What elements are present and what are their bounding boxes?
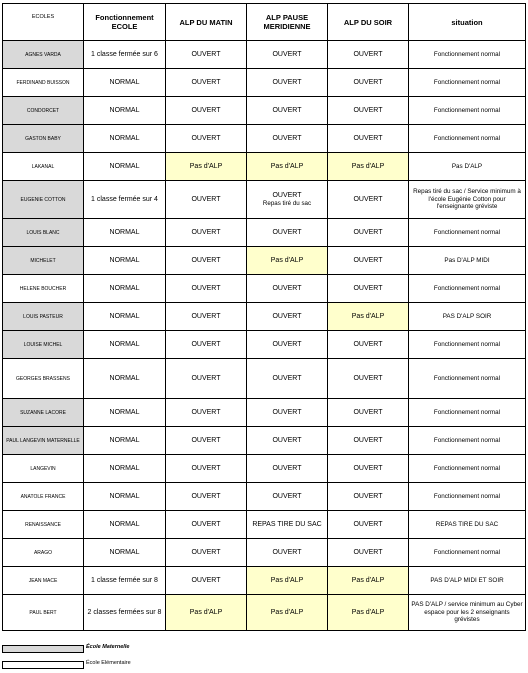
fonctionnement-cell: NORMAL — [84, 303, 166, 331]
fonctionnement-cell: NORMAL — [84, 511, 166, 539]
alp-matin-cell: OUVERT — [166, 483, 247, 511]
alp-meridienne-cell — [247, 275, 328, 303]
alp-meridienne-cell — [247, 153, 328, 181]
school-name-cell: RENAISSANCE — [3, 511, 84, 539]
alp-meridienne-cell — [247, 125, 328, 153]
table-row — [3, 125, 526, 153]
header-alp-matin: ALP DU MATIN — [166, 4, 247, 41]
alp-matin-cell: OUVERT — [166, 247, 247, 275]
school-name-cell: ARAGO — [3, 539, 84, 567]
fonctionnement-cell: NORMAL — [84, 455, 166, 483]
situation-cell: Fonctionnement normal — [409, 97, 526, 125]
alp-meridienne-value: OUVERT — [272, 191, 302, 199]
fonctionnement-cell: NORMAL — [84, 359, 166, 399]
table-row — [3, 359, 526, 399]
alp-meridienne-cell — [247, 399, 328, 427]
alp-soir-cell: Pas d'ALP — [328, 567, 409, 595]
alp-meridienne-value: Pas d'ALP — [270, 576, 304, 584]
alp-soir-cell: OUVERT — [328, 483, 409, 511]
alp-meridienne-value: OUVERT — [272, 408, 302, 416]
situation-cell: Pas D'ALP MIDI — [409, 247, 526, 275]
header-alp-soir: ALP DU SOIR — [328, 4, 409, 41]
fonctionnement-cell: 1 classe fermée sur 6 — [84, 41, 166, 69]
situation-cell: Fonctionnement normal — [409, 69, 526, 97]
school-name-cell: AGNES VARDA — [3, 41, 84, 69]
alp-matin-cell: Pas d'ALP — [166, 153, 247, 181]
fonctionnement-cell: NORMAL — [84, 69, 166, 97]
alp-meridienne-value: REPAS TIRE DU SAC — [252, 520, 322, 528]
school-name-cell: SUZANNE LACORE — [3, 399, 84, 427]
legend-maternelle-swatch — [2, 645, 84, 653]
alp-matin-cell: OUVERT — [166, 219, 247, 247]
table-row — [3, 41, 526, 69]
alp-matin-cell: OUVERT — [166, 455, 247, 483]
table-row — [3, 153, 526, 181]
alp-meridienne-cell — [247, 331, 328, 359]
alp-soir-cell: OUVERT — [328, 247, 409, 275]
alp-soir-cell: OUVERT — [328, 275, 409, 303]
alp-meridienne-cell — [247, 567, 328, 595]
situation-cell: Fonctionnement normal — [409, 41, 526, 69]
table-row — [3, 511, 526, 539]
alp-meridienne-cell — [247, 483, 328, 511]
alp-matin-cell: OUVERT — [166, 97, 247, 125]
alp-matin-cell: OUVERT — [166, 539, 247, 567]
schools-table — [2, 3, 526, 631]
school-name-cell: GEORGES BRASSENS — [3, 359, 84, 399]
fonctionnement-cell: 2 classes fermées sur 8 — [84, 595, 166, 631]
school-name-cell: LOUIS PASTEUR — [3, 303, 84, 331]
table-row — [3, 303, 526, 331]
header-fonctionnement: Fonctionnement ECOLE — [84, 4, 166, 41]
table-row — [3, 69, 526, 97]
alp-soir-cell: OUVERT — [328, 427, 409, 455]
fonctionnement-cell: NORMAL — [84, 427, 166, 455]
alp-meridienne-value: OUVERT — [272, 228, 302, 236]
situation-cell: PAS D'ALP MIDI ET SOIR — [409, 567, 526, 595]
alp-soir-cell: OUVERT — [328, 125, 409, 153]
situation-cell: Fonctionnement normal — [409, 125, 526, 153]
school-name-cell: ANATOLE FRANCE — [3, 483, 84, 511]
alp-meridienne-value: OUVERT — [272, 436, 302, 444]
school-name-cell: FERDINAND BUISSON — [3, 69, 84, 97]
alp-soir-cell: OUVERT — [328, 219, 409, 247]
legend-maternelle-label: École Maternelle — [86, 644, 130, 650]
situation-cell: Fonctionnement normal — [409, 399, 526, 427]
situation-cell: PAS D'ALP / service minimum au Cyber espace pour les 2 enseignants grévistes — [409, 595, 526, 631]
alp-matin-cell: OUVERT — [166, 331, 247, 359]
alp-meridienne-cell — [247, 359, 328, 399]
school-name-cell: MICHELET — [3, 247, 84, 275]
fonctionnement-cell: NORMAL — [84, 331, 166, 359]
school-name-cell: JEAN MACE — [3, 567, 84, 595]
table-row — [3, 331, 526, 359]
alp-soir-cell: OUVERT — [328, 181, 409, 219]
alp-meridienne-cell — [247, 303, 328, 331]
alp-meridienne-value: OUVERT — [272, 374, 302, 382]
school-name-cell: GASTON BABY — [3, 125, 84, 153]
alp-soir-cell: OUVERT — [328, 511, 409, 539]
alp-meridienne-note: Repas tiré du sac — [262, 199, 312, 207]
school-name-cell: PAUL LANGEVIN MATERNELLE — [3, 427, 84, 455]
alp-meridienne-cell — [247, 97, 328, 125]
alp-meridienne-value: Pas d'ALP — [270, 162, 304, 170]
alp-meridienne-cell — [247, 539, 328, 567]
fonctionnement-cell: 1 classe fermée sur 8 — [84, 567, 166, 595]
table-row — [3, 181, 526, 219]
alp-meridienne-value: OUVERT — [272, 106, 302, 114]
alp-meridienne-cell — [247, 595, 328, 631]
alp-matin-cell: OUVERT — [166, 181, 247, 219]
table-row — [3, 247, 526, 275]
table-row — [3, 595, 526, 631]
alp-meridienne-value: OUVERT — [272, 78, 302, 86]
header-ecoles: ECOLES — [3, 4, 84, 41]
alp-matin-cell: OUVERT — [166, 69, 247, 97]
fonctionnement-cell: NORMAL — [84, 483, 166, 511]
situation-cell: Fonctionnement normal — [409, 219, 526, 247]
alp-matin-cell: Pas d'ALP — [166, 595, 247, 631]
alp-soir-cell: OUVERT — [328, 331, 409, 359]
situation-cell: REPAS TIRE DU SAC — [409, 511, 526, 539]
legend-elementaire-swatch — [2, 661, 84, 669]
alp-soir-cell: Pas d'ALP — [328, 153, 409, 181]
table-row — [3, 539, 526, 567]
situation-cell: Fonctionnement normal — [409, 455, 526, 483]
table-row — [3, 399, 526, 427]
table-row — [3, 483, 526, 511]
alp-matin-cell: OUVERT — [166, 275, 247, 303]
alp-meridienne-cell — [247, 247, 328, 275]
fonctionnement-cell: NORMAL — [84, 275, 166, 303]
alp-soir-cell: OUVERT — [328, 97, 409, 125]
alp-meridienne-value: OUVERT — [272, 312, 302, 320]
alp-meridienne-cell — [247, 41, 328, 69]
situation-cell: Fonctionnement normal — [409, 427, 526, 455]
fonctionnement-cell: NORMAL — [84, 153, 166, 181]
situation-cell: Pas D'ALP — [409, 153, 526, 181]
table-row — [3, 567, 526, 595]
situation-cell: Fonctionnement normal — [409, 331, 526, 359]
header-row — [3, 4, 526, 41]
alp-soir-cell: OUVERT — [328, 539, 409, 567]
alp-meridienne-cell — [247, 427, 328, 455]
alp-meridienne-value: OUVERT — [272, 464, 302, 472]
alp-matin-cell: OUVERT — [166, 511, 247, 539]
alp-meridienne-cell — [247, 181, 328, 219]
school-name-cell: EUGENIE COTTON — [3, 181, 84, 219]
alp-meridienne-value: OUVERT — [272, 340, 302, 348]
alp-matin-cell: OUVERT — [166, 359, 247, 399]
table-row — [3, 455, 526, 483]
legend-elementaire-label: École Elémentaire — [86, 660, 131, 666]
school-name-cell: LOUISE MICHEL — [3, 331, 84, 359]
situation-cell: Fonctionnement normal — [409, 275, 526, 303]
situation-cell: Fonctionnement normal — [409, 539, 526, 567]
school-name-cell: PAUL BERT — [3, 595, 84, 631]
fonctionnement-cell: NORMAL — [84, 247, 166, 275]
alp-soir-cell: OUVERT — [328, 359, 409, 399]
alp-meridienne-value: OUVERT — [272, 284, 302, 292]
fonctionnement-cell: NORMAL — [84, 399, 166, 427]
fonctionnement-cell: NORMAL — [84, 219, 166, 247]
table-row — [3, 97, 526, 125]
alp-matin-cell: OUVERT — [166, 41, 247, 69]
table-row — [3, 275, 526, 303]
alp-soir-cell: Pas d'ALP — [328, 303, 409, 331]
alp-soir-cell: OUVERT — [328, 455, 409, 483]
table-row — [3, 427, 526, 455]
alp-meridienne-value: Pas d'ALP — [270, 608, 304, 616]
situation-cell: PAS D'ALP SOIR — [409, 303, 526, 331]
school-name-cell: LANGEVIN — [3, 455, 84, 483]
alp-matin-cell: OUVERT — [166, 125, 247, 153]
school-name-cell: LAKANAL — [3, 153, 84, 181]
header-alp-meridienne: ALP PAUSE MERIDIENNE — [247, 4, 328, 41]
alp-meridienne-cell — [247, 511, 328, 539]
alp-matin-cell: OUVERT — [166, 399, 247, 427]
alp-meridienne-cell — [247, 219, 328, 247]
fonctionnement-cell: NORMAL — [84, 539, 166, 567]
alp-soir-cell: OUVERT — [328, 69, 409, 97]
alp-matin-cell: OUVERT — [166, 303, 247, 331]
alp-meridienne-value: OUVERT — [272, 492, 302, 500]
header-situation: situation — [409, 4, 526, 41]
fonctionnement-cell: 1 classe fermée sur 4 — [84, 181, 166, 219]
fonctionnement-cell: NORMAL — [84, 125, 166, 153]
school-name-cell: CONDORCET — [3, 97, 84, 125]
alp-meridienne-value: OUVERT — [272, 548, 302, 556]
school-name-cell: HELENE BOUCHER — [3, 275, 84, 303]
alp-meridienne-cell — [247, 69, 328, 97]
fonctionnement-cell: NORMAL — [84, 97, 166, 125]
situation-cell: Fonctionnement normal — [409, 359, 526, 399]
table-row — [3, 219, 526, 247]
alp-meridienne-value: OUVERT — [272, 134, 302, 142]
alp-meridienne-value: OUVERT — [272, 50, 302, 58]
situation-cell: Repas tiré du sac / Service minimum à l'école Eugénie Cotton pour l'enseignante gréviste — [409, 181, 526, 219]
alp-matin-cell: OUVERT — [166, 427, 247, 455]
school-name-cell: LOUIS BLANC — [3, 219, 84, 247]
alp-meridienne-cell — [247, 455, 328, 483]
alp-soir-cell: Pas d'ALP — [328, 595, 409, 631]
alp-soir-cell: OUVERT — [328, 41, 409, 69]
alp-matin-cell: OUVERT — [166, 567, 247, 595]
alp-soir-cell: OUVERT — [328, 399, 409, 427]
alp-meridienne-value: Pas d'ALP — [270, 256, 304, 264]
situation-cell: Fonctionnement normal — [409, 483, 526, 511]
